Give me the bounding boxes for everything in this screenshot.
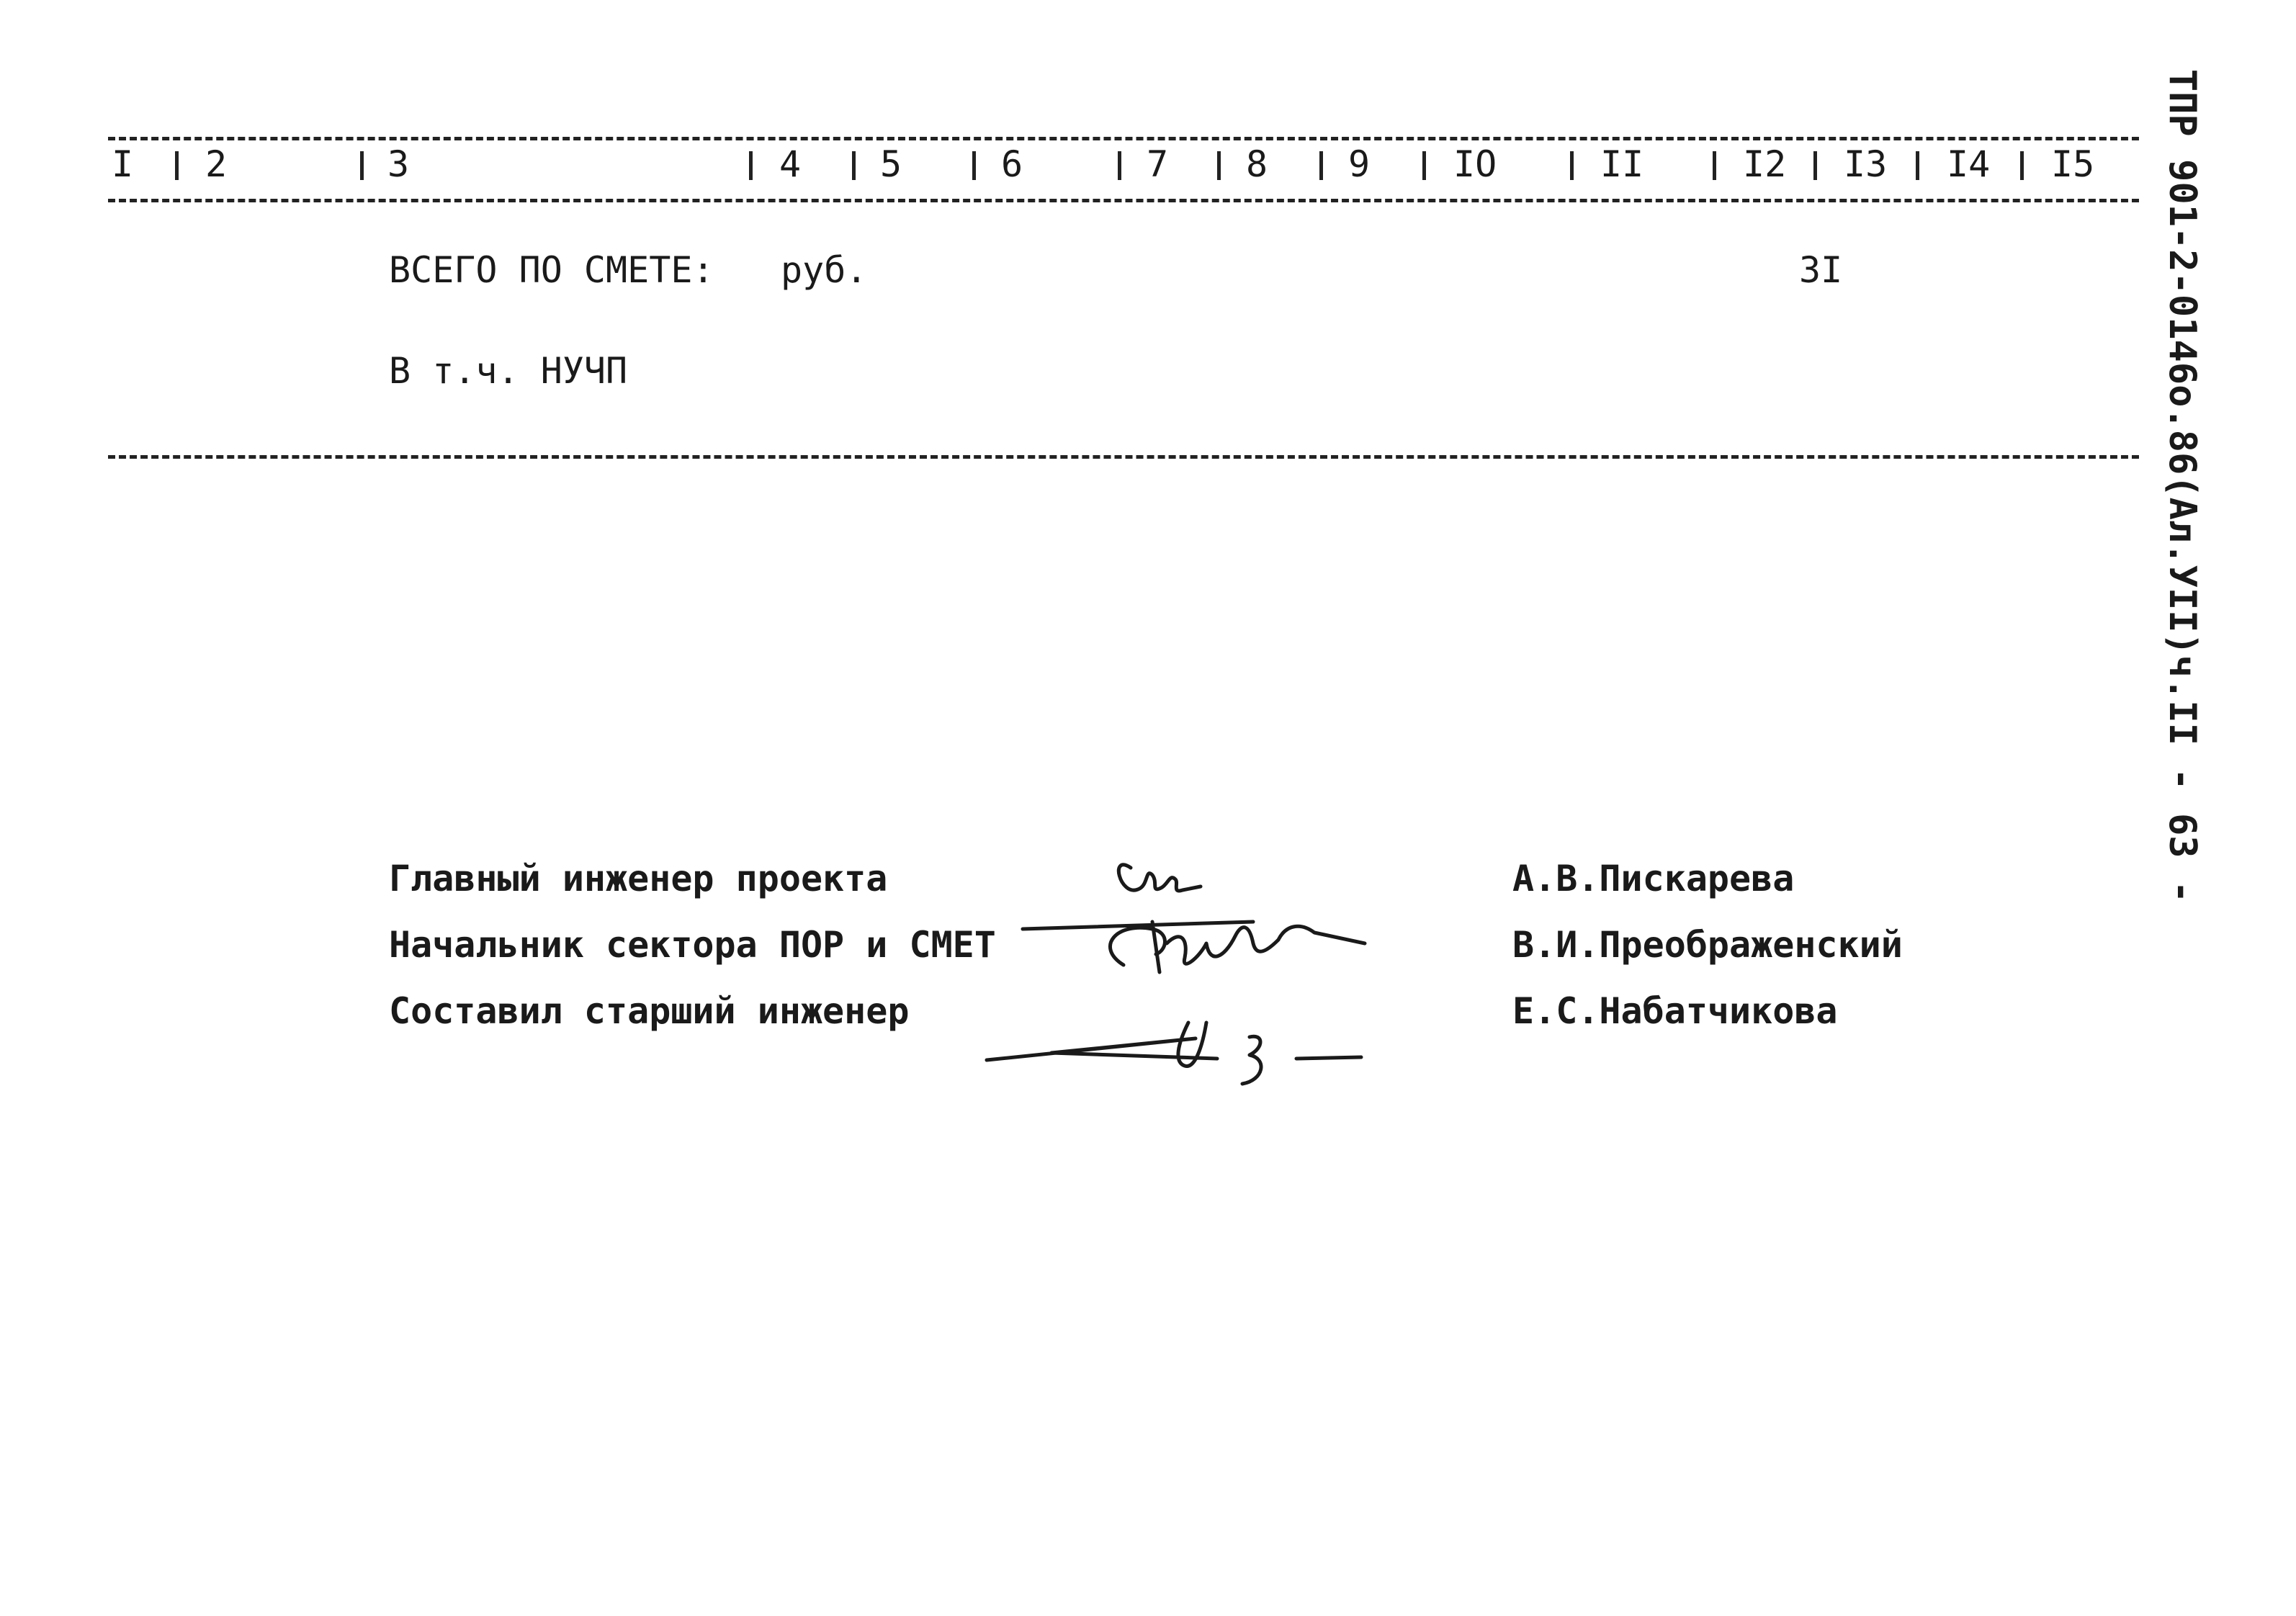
column-number: II (1600, 143, 1644, 185)
column-number: 9 (1348, 143, 1371, 185)
signature-sector-head (1023, 922, 1365, 972)
total-unit: руб. (781, 249, 868, 291)
signature-chief-engineer (1118, 865, 1201, 891)
column-number: 5 (880, 143, 902, 185)
signatory-role: Начальник сектора ПОР и СМЕТ (389, 924, 996, 966)
column-number: 4 (779, 143, 802, 185)
column-number: 8 (1246, 143, 1268, 185)
signatory-name: В.И.Преображенский (1512, 924, 1903, 966)
column-number: I3 (1844, 143, 1888, 185)
column-number: 2 (205, 143, 228, 185)
signatory-role: Главный инженер проекта (389, 858, 888, 899)
column-number: IO (1453, 143, 1497, 185)
total-value: 3I (1799, 249, 1843, 291)
total-sub-label: В т.ч. НУЧП (389, 350, 628, 392)
column-number: I5 (2051, 143, 2095, 185)
column-number: 7 (1147, 143, 1169, 185)
column-number: 6 (1001, 143, 1023, 185)
signature-compiler (987, 1023, 1361, 1084)
column-number: 3 (387, 143, 410, 185)
column-number: I4 (1947, 143, 1991, 185)
signatory-name: А.В.Пискарева (1512, 858, 1795, 899)
document-code-text: ТПР 901-2-0146o.86(Ал.УII)ч.II - 63 - (2161, 68, 2204, 904)
signatory-name: Е.С.Набатчикова (1512, 990, 1838, 1032)
document-code-stamp (2153, 68, 2211, 904)
signatory-role: Составил старший инженер (389, 990, 910, 1032)
total-label: ВСЕГО ПО СМЕТЕ: (389, 249, 714, 291)
column-number: I2 (1743, 143, 1787, 185)
column-number: I (112, 143, 134, 185)
